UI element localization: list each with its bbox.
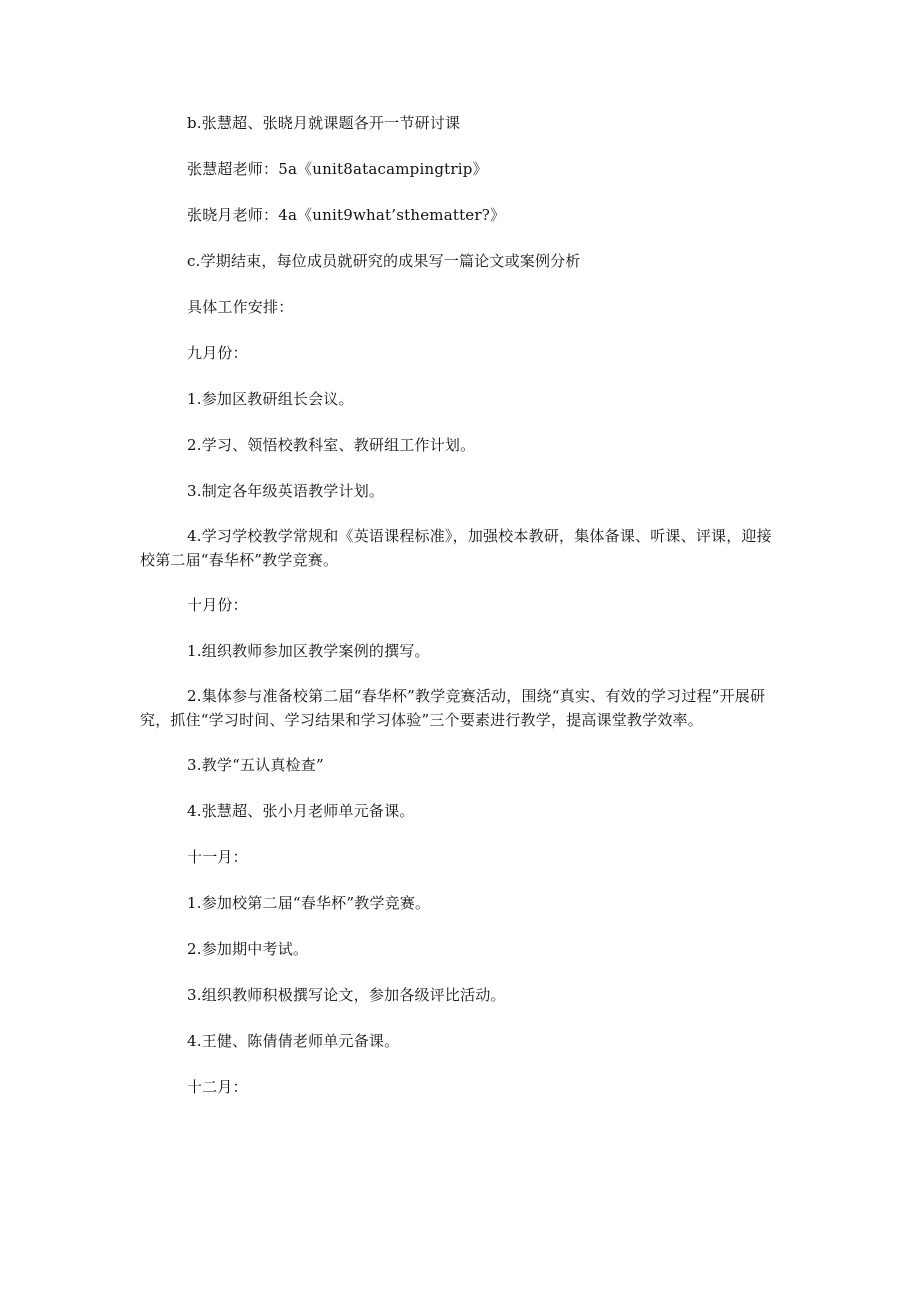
paragraph-seminar-lessons: b.张慧超、张晓月就课题各开一节研讨课 — [187, 114, 461, 132]
list-item-september-4: 4.学习学校教学常规和《英语课程标准》，加强校本教研，集体备课、听课、评课，迎接校第二届“春华杯”教学竞赛。 — [140, 527, 772, 569]
list-item-november-1: 1.参加校第二届“春华杯”教学竞赛。 — [187, 894, 431, 912]
list-item-october-2: 2.集体参与准备校第二届“春华杯”教学竞赛活动，围绕“真实、有效的学习过程”开展研究，抓住“学习时间、学习结果和学习体验”三个要素进行教学，提高课堂教学效率。 — [140, 687, 766, 729]
heading-september: 九月份： — [187, 344, 248, 362]
document-body — [140, 110, 782, 1100]
list-item-september-1: 1.参加区教研组长会议。 — [187, 390, 354, 408]
paragraph-teacher-zhang-xiaoyue: 张晓月老师：4a《unit9what’sthematter?》 — [187, 206, 506, 224]
list-item-november-3: 3.组织教师积极撰写论文，参加各级评比活动。 — [187, 986, 506, 1004]
paragraph-work-arrangement: 具体工作安排： — [187, 298, 294, 316]
list-item-october-3: 3.教学“五认真检查” — [187, 756, 324, 774]
list-item-november-2: 2.参加期中考试。 — [187, 940, 309, 958]
list-item-november-4: 4.王健、陈倩倩老师单元备课。 — [187, 1032, 400, 1050]
heading-november: 十一月： — [187, 848, 248, 866]
list-item-september-2: 2.学习、领悟校教科室、教研组工作计划。 — [187, 436, 476, 454]
paragraph-term-end-paper: c.学期结束，每位成员就研究的成果写一篇论文或案例分析 — [187, 252, 581, 270]
heading-october: 十月份： — [187, 596, 248, 614]
list-item-october-1: 1.组织教师参加区教学案例的撰写。 — [187, 642, 430, 660]
heading-december: 十二月： — [187, 1078, 248, 1096]
list-item-october-4: 4.张慧超、张小月老师单元备课。 — [187, 802, 415, 820]
list-item-september-3: 3.制定各年级英语教学计划。 — [187, 482, 385, 500]
paragraph-teacher-zhang-huichao: 张慧超老师：5a《unit8atacampingtrip》 — [187, 160, 488, 178]
